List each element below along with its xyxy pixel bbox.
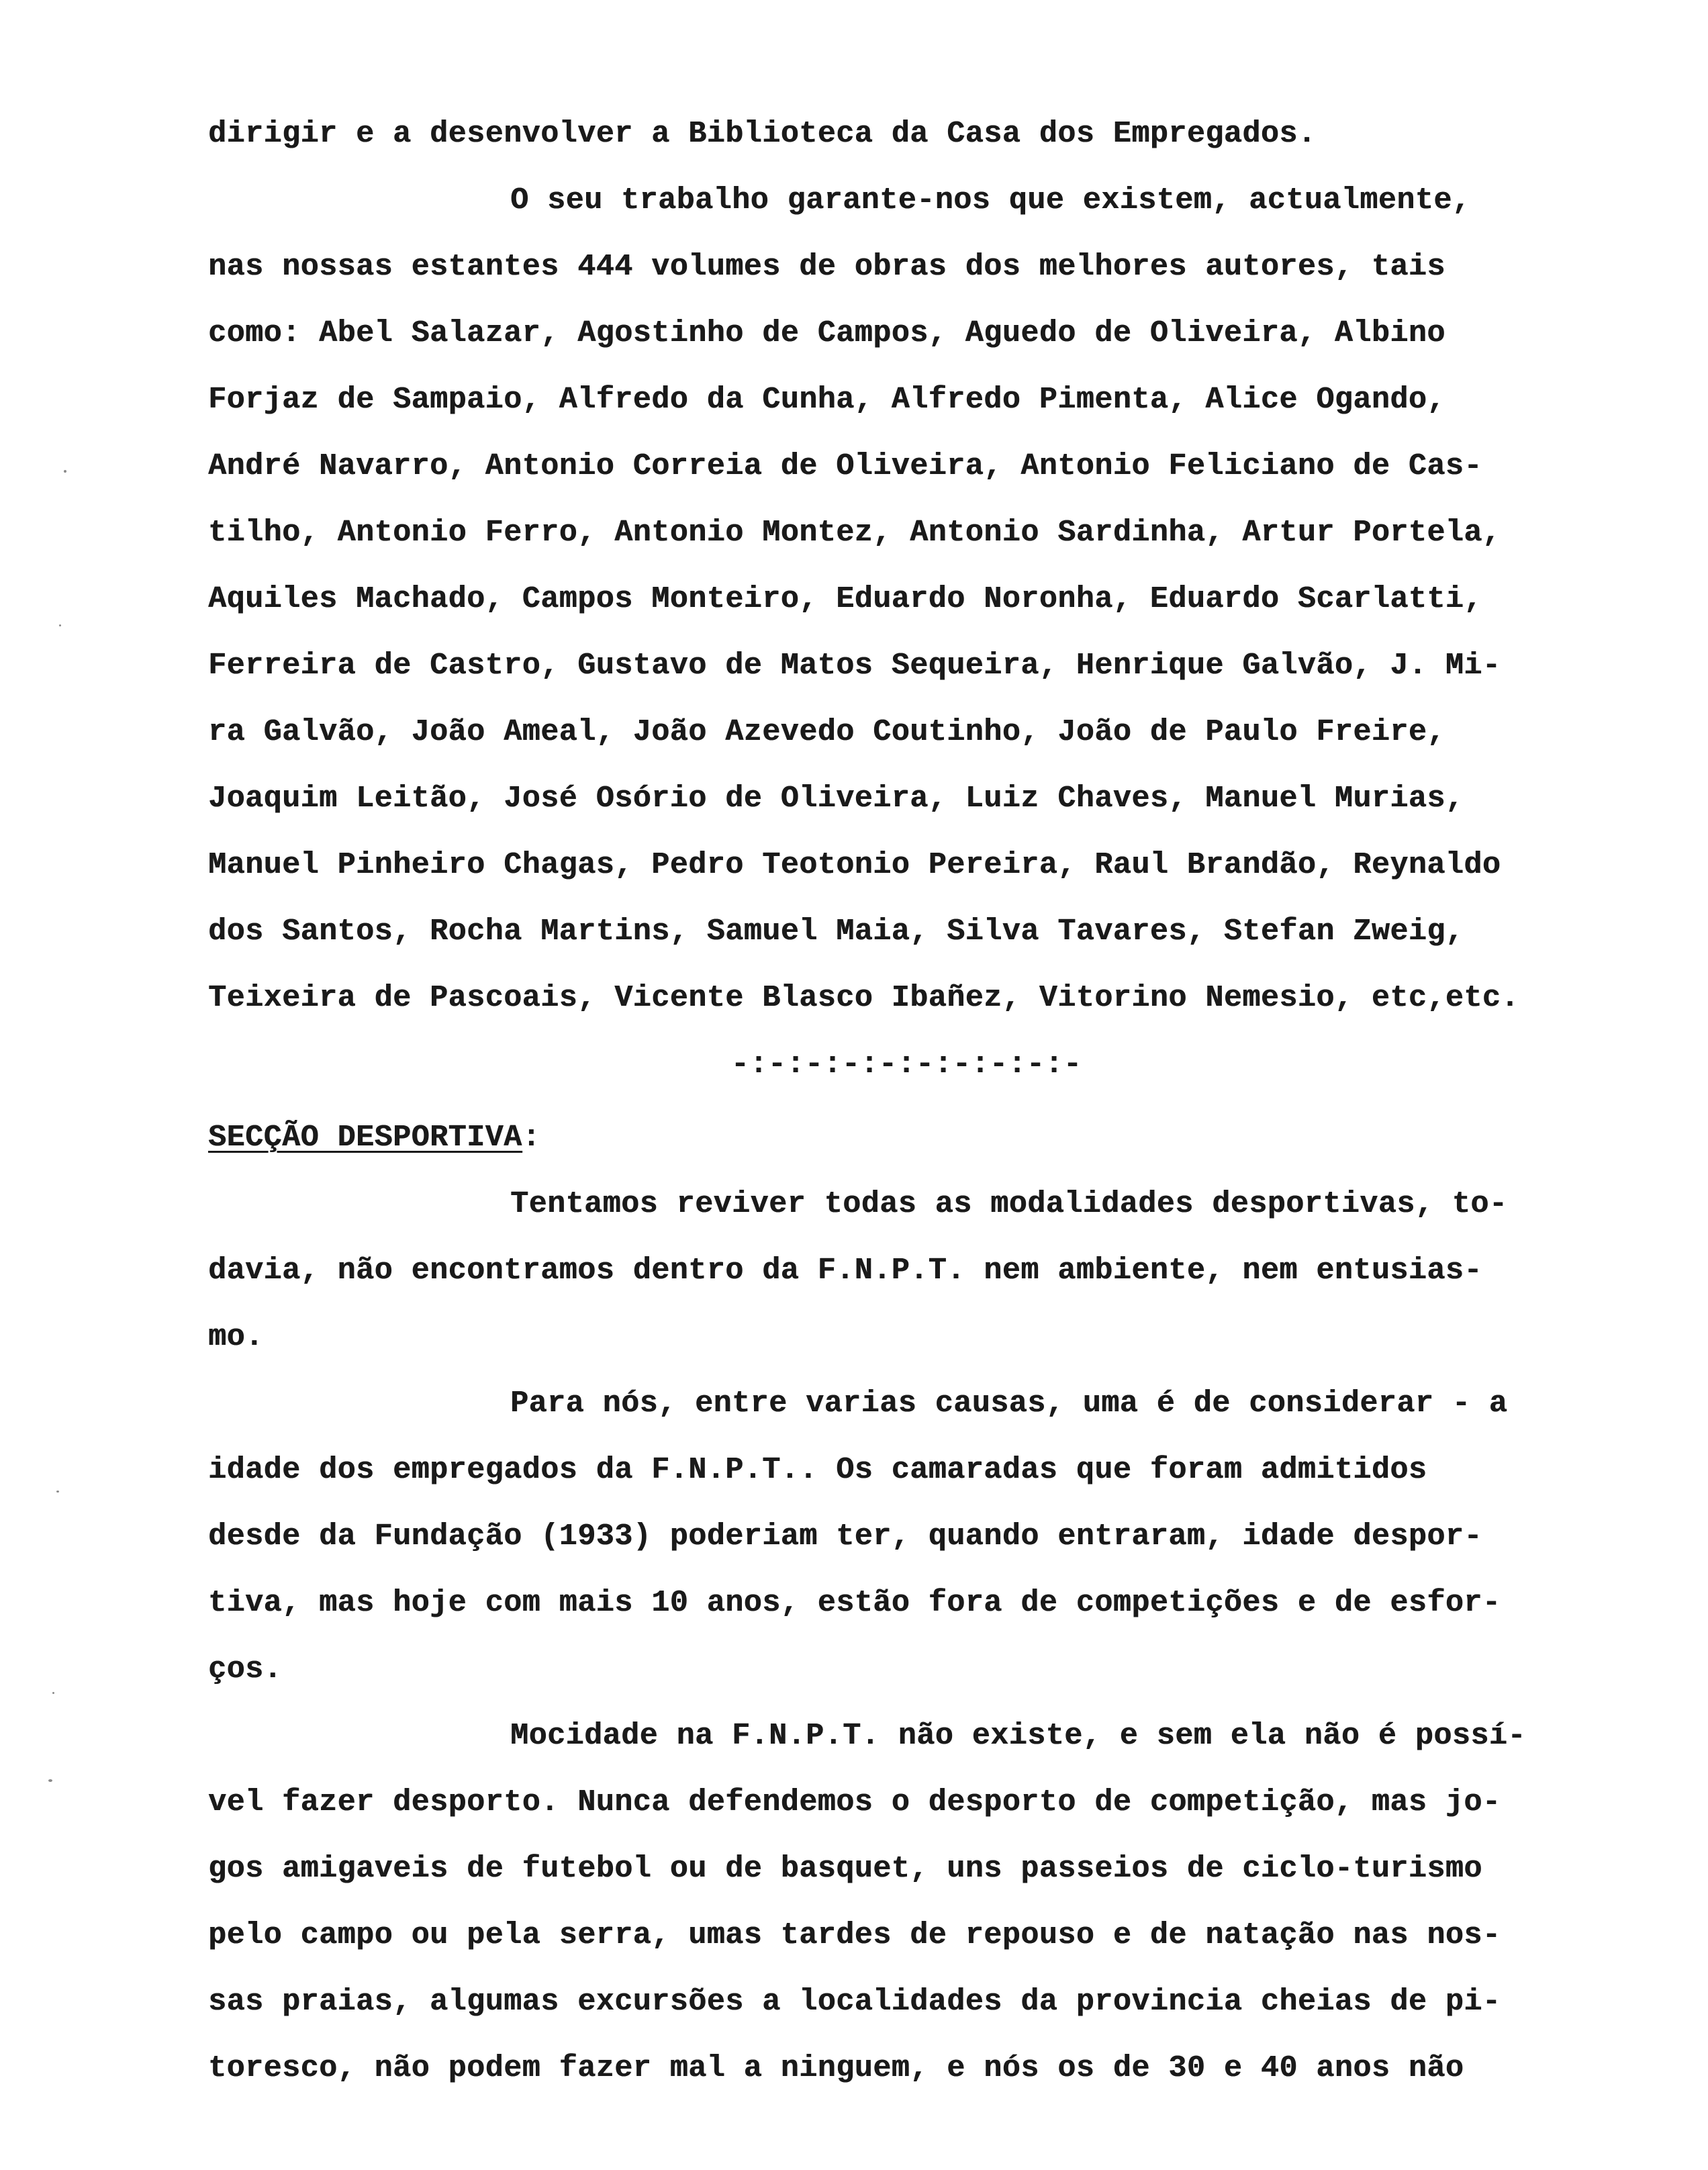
text-line: como: Abel Salazar, Agostinho de Campos, Aguedo de Oliveira, Albino bbox=[208, 316, 1445, 350]
text-line: tilho, Antonio Ferro, Antonio Montez, Antonio Sardinha, Artur Portela, bbox=[208, 516, 1501, 550]
section-separator: -:-:-:-:-:-:-:-:-:- bbox=[730, 1047, 1082, 1082]
text-line: Ferreira de Castro, Gustavo de Matos Sequeira, Henrique Galvão, J. Mi- bbox=[208, 649, 1501, 683]
text-line: Aquiles Machado, Campos Monteiro, Eduardo Noronha, Eduardo Scarlatti, bbox=[208, 582, 1482, 616]
text-line: davia, não encontramos dentro da F.N.P.T. nem ambiente, nem entusias- bbox=[208, 1254, 1482, 1288]
paragraph-first-line: Mocidade na F.N.P.T. não existe, e sem ela não é possí- bbox=[510, 1719, 1526, 1753]
paragraph-first-line: O seu trabalho garante-nos que existem, actualmente, bbox=[510, 183, 1471, 218]
text-line: nas nossas estantes 444 volumes de obras dos melhores autores, tais bbox=[208, 250, 1445, 284]
text-line: ra Galvão, João Ameal, João Azevedo Coutinho, João de Paulo Freire, bbox=[208, 715, 1445, 749]
text-line: vel fazer desporto. Nunca defendemos o desporto de competição, mas jo- bbox=[208, 1785, 1501, 1820]
text-line: pelo campo ou pela serra, umas tardes de repouso e de natação nas nos- bbox=[208, 1918, 1501, 1952]
text-line: gos amigaveis de futebol ou de basquet, uns passeios de ciclo-turismo bbox=[208, 1852, 1482, 1886]
paragraph-first-line: Tentamos reviver todas as modalidades desportivas, to- bbox=[510, 1187, 1508, 1221]
text-line: ços. bbox=[208, 1652, 283, 1687]
text-line: mo. bbox=[208, 1320, 264, 1354]
section-heading-line bbox=[208, 1104, 1645, 1171]
text-line: idade dos empregados da F.N.P.T.. Os camaradas que foram admitidos bbox=[208, 1453, 1427, 1487]
text-line: dos Santos, Rocha Martins, Samuel Maia, Silva Tavares, Stefan Zweig, bbox=[208, 914, 1464, 949]
section-heading: SECÇÃO DESPORTIVA bbox=[208, 1121, 522, 1155]
text-line: sas praias, algumas excursões a localidades da provincia cheias de pi- bbox=[208, 1985, 1501, 2019]
text-line: toresco, não podem fazer mal a ninguem, e nós os de 30 e 40 anos não bbox=[208, 2051, 1464, 2085]
paragraph-first-line: Para nós, entre varias causas, uma é de considerar - a bbox=[510, 1386, 1508, 1421]
document-body bbox=[208, 101, 1645, 2102]
text-line: Joaquim Leitão, José Osório de Oliveira, Luiz Chaves, Manuel Murias, bbox=[208, 782, 1464, 816]
section-heading-colon: : bbox=[522, 1121, 541, 1155]
text-line: tiva, mas hoje com mais 10 anos, estão fora de competições e de esfor- bbox=[208, 1586, 1501, 1620]
text-line: Manuel Pinheiro Chagas, Pedro Teotonio Pereira, Raul Brandão, Reynaldo bbox=[208, 848, 1501, 882]
text-line: André Navarro, Antonio Correia de Oliveira, Antonio Feliciano de Cas- bbox=[208, 449, 1482, 483]
text-line: Teixeira de Pascoais, Vicente Blasco Ibañez, Vitorino Nemesio, etc,etc. bbox=[208, 981, 1519, 1015]
text-line: desde da Fundação (1933) poderiam ter, quando entraram, idade despor- bbox=[208, 1519, 1482, 1554]
text-line: dirigir e a desenvolver a Biblioteca da Casa dos Empregados. bbox=[208, 117, 1317, 151]
text-line: Forjaz de Sampaio, Alfredo da Cunha, Alfredo Pimenta, Alice Ogando, bbox=[208, 383, 1445, 417]
